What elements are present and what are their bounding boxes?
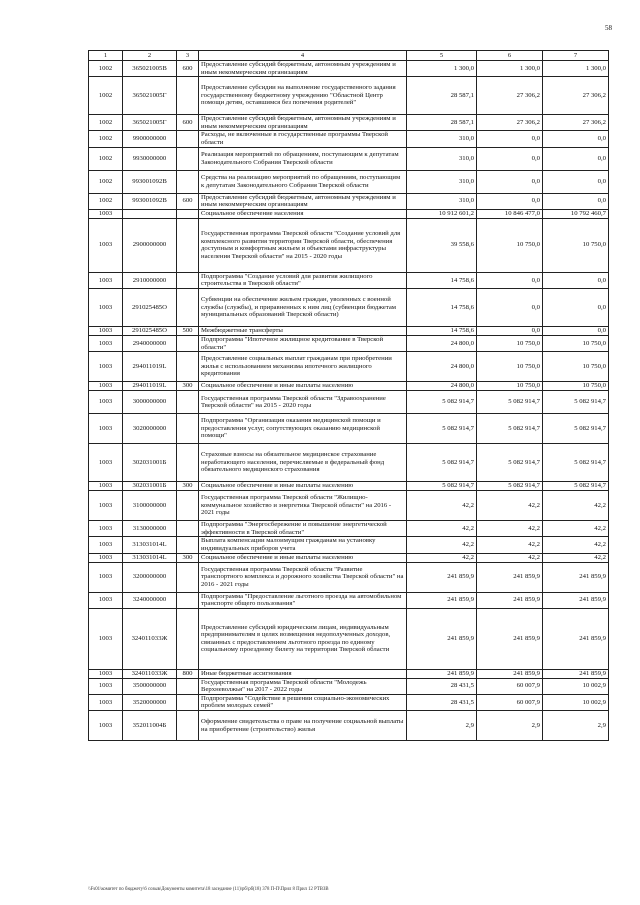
amount-year3-cell: 0,0 — [543, 326, 609, 335]
amount-year1-cell: 241 859,9 — [407, 592, 477, 608]
amount-year2-cell: 241 859,9 — [477, 562, 543, 592]
amount-year3-cell: 0,0 — [543, 272, 609, 288]
amount-year2-cell: 42,2 — [477, 537, 543, 553]
description-cell: Расходы, не включенные в государственные программы Тверской области — [199, 131, 407, 147]
target-article-cell: 365021005Г — [123, 77, 177, 115]
target-article-cell: 302031001Б — [123, 482, 177, 491]
amount-year1-cell: 5 082 914,7 — [407, 391, 477, 414]
amount-year1-cell: 310,0 — [407, 147, 477, 170]
table-row — [89, 537, 609, 553]
amount-year3-cell: 0,0 — [543, 193, 609, 209]
amount-year2-cell: 2,9 — [477, 711, 543, 741]
code-section-cell: 1003 — [89, 352, 123, 382]
code-section-cell: 1003 — [89, 335, 123, 351]
target-article-cell: 9900000000 — [123, 131, 177, 147]
expense-type-cell — [177, 218, 199, 272]
amount-year1-cell: 39 558,6 — [407, 218, 477, 272]
amount-year1-cell: 241 859,9 — [407, 669, 477, 678]
description-cell: Подпрограмма "Ипотечное жилищное кредитование в Тверской области" — [199, 335, 407, 351]
target-article-cell: 302031001Б — [123, 444, 177, 482]
amount-year2-cell: 42,2 — [477, 491, 543, 521]
amount-year3-cell: 241 859,9 — [543, 669, 609, 678]
amount-year1-cell: 28 587,1 — [407, 115, 477, 131]
code-section-cell: 1003 — [89, 209, 123, 218]
table-row — [89, 61, 609, 77]
target-article-cell: 993001092В — [123, 193, 177, 209]
table-row — [89, 391, 609, 414]
amount-year2-cell: 10 750,0 — [477, 335, 543, 351]
expense-type-cell — [177, 147, 199, 170]
amount-year2-cell: 60 007,9 — [477, 678, 543, 694]
amount-year1-cell: 28 431,5 — [407, 694, 477, 710]
target-article-cell: 3200000000 — [123, 562, 177, 592]
expense-type-cell — [177, 711, 199, 741]
amount-year3-cell: 241 859,9 — [543, 562, 609, 592]
amount-year2-cell: 241 859,9 — [477, 592, 543, 608]
amount-year1-cell: 1 300,0 — [407, 61, 477, 77]
target-article-cell: 3000000000 — [123, 391, 177, 414]
expense-type-cell — [177, 170, 199, 193]
amount-year3-cell: 10 002,9 — [543, 694, 609, 710]
amount-year2-cell: 5 082 914,7 — [477, 482, 543, 491]
target-article-cell: 313031014L — [123, 537, 177, 553]
code-section-cell: 1003 — [89, 491, 123, 521]
expense-type-cell — [177, 491, 199, 521]
expense-type-cell — [177, 444, 199, 482]
code-section-cell: 1002 — [89, 61, 123, 77]
expense-type-cell: 300 — [177, 382, 199, 391]
table-row — [89, 444, 609, 482]
target-article-cell: 2940000000 — [123, 335, 177, 351]
expense-type-cell — [177, 131, 199, 147]
expense-type-cell — [177, 209, 199, 218]
expense-type-cell — [177, 537, 199, 553]
amount-year1-cell: 310,0 — [407, 170, 477, 193]
amount-year2-cell: 5 082 914,7 — [477, 414, 543, 444]
amount-year2-cell: 5 082 914,7 — [477, 391, 543, 414]
expense-type-cell — [177, 678, 199, 694]
amount-year2-cell: 42,2 — [477, 521, 543, 537]
target-article-cell: 313031014L — [123, 553, 177, 562]
table-row — [89, 193, 609, 209]
amount-year1-cell: 42,2 — [407, 521, 477, 537]
amount-year3-cell: 10 750,0 — [543, 335, 609, 351]
table-row — [89, 218, 609, 272]
table-row — [89, 170, 609, 193]
amount-year3-cell: 241 859,9 — [543, 592, 609, 608]
code-section-cell: 1002 — [89, 193, 123, 209]
code-section-cell: 1003 — [89, 288, 123, 326]
description-cell: Социальное обеспечение и иные выплаты населению — [199, 482, 407, 491]
amount-year3-cell: 1 300,0 — [543, 61, 609, 77]
file-path-footer: \\Fs01\комитет по бюджету\6 созыв\Документы комитета\18 заседание (11)\рб\рб(18) 378 П-П\Прил 8 Прил 12 РТВЗВ — [88, 887, 329, 892]
expense-type-cell: 600 — [177, 115, 199, 131]
amount-year1-cell: 42,2 — [407, 553, 477, 562]
amount-year1-cell: 42,2 — [407, 537, 477, 553]
amount-year3-cell: 5 082 914,7 — [543, 482, 609, 491]
description-cell: Иные бюджетные ассигнования — [199, 669, 407, 678]
target-article-cell: 3520000000 — [123, 694, 177, 710]
code-section-cell: 1003 — [89, 382, 123, 391]
header-cell: 5 — [407, 51, 477, 61]
amount-year3-cell: 42,2 — [543, 553, 609, 562]
table-row — [89, 562, 609, 592]
table-row — [89, 711, 609, 741]
amount-year1-cell: 24 800,0 — [407, 352, 477, 382]
table-row — [89, 77, 609, 115]
table-row — [89, 209, 609, 218]
amount-year3-cell: 0,0 — [543, 288, 609, 326]
expense-type-cell — [177, 592, 199, 608]
code-section-cell: 1003 — [89, 553, 123, 562]
target-article-cell: 2900000000 — [123, 218, 177, 272]
code-section-cell: 1003 — [89, 482, 123, 491]
code-section-cell: 1003 — [89, 711, 123, 741]
description-cell: Предоставление субсидий бюджетным, автономным учреждениям и иным некоммерческим организациям — [199, 61, 407, 77]
table-row — [89, 115, 609, 131]
target-article-cell: 294011019L — [123, 382, 177, 391]
table-row — [89, 131, 609, 147]
amount-year1-cell: 14 758,6 — [407, 272, 477, 288]
target-article-cell: 365021005Г — [123, 115, 177, 131]
amount-year2-cell: 10 750,0 — [477, 382, 543, 391]
amount-year2-cell: 27 306,2 — [477, 115, 543, 131]
amount-year3-cell: 10 002,9 — [543, 678, 609, 694]
table-row — [89, 678, 609, 694]
expense-type-cell — [177, 694, 199, 710]
target-article-cell: 352011004Б — [123, 711, 177, 741]
description-cell: Подпрограмма "Организация оказания медицинской помощи и предоставления услуг, сопутствующих оказанию медицинской помощи" — [199, 414, 407, 444]
target-article-cell: 2910000000 — [123, 272, 177, 288]
amount-year2-cell: 241 859,9 — [477, 608, 543, 669]
amount-year1-cell: 241 859,9 — [407, 562, 477, 592]
amount-year3-cell: 10 750,0 — [543, 218, 609, 272]
code-section-cell: 1002 — [89, 115, 123, 131]
amount-year1-cell: 10 912 601,2 — [407, 209, 477, 218]
amount-year3-cell: 5 082 914,7 — [543, 391, 609, 414]
amount-year2-cell: 0,0 — [477, 170, 543, 193]
amount-year1-cell: 5 082 914,7 — [407, 444, 477, 482]
amount-year3-cell: 42,2 — [543, 491, 609, 521]
budget-table — [88, 50, 609, 741]
amount-year3-cell: 0,0 — [543, 170, 609, 193]
target-article-cell: 3020000000 — [123, 414, 177, 444]
table-row — [89, 352, 609, 382]
expense-type-cell: 300 — [177, 482, 199, 491]
description-cell: Государственная программа Тверской области "Здравоохранение Тверской области" на 2015 - 2020 годы — [199, 391, 407, 414]
description-cell: Страховые взносы на обязательное медицинское страхование неработающего населения, перечисляемые в федеральный фонд обязательного медицинского страхования — [199, 444, 407, 482]
description-cell: Подпрограмма "Энергосбережение и повышение энергетической эффективности в Тверской области" — [199, 521, 407, 537]
amount-year1-cell: 42,2 — [407, 491, 477, 521]
page-number: 58 — [605, 24, 612, 32]
code-section-cell: 1003 — [89, 391, 123, 414]
header-cell: 4 — [199, 51, 407, 61]
code-section-cell: 1003 — [89, 218, 123, 272]
code-section-cell: 1002 — [89, 131, 123, 147]
table-header-row — [89, 51, 609, 61]
table-row — [89, 326, 609, 335]
description-cell: Социальное обеспечение и иные выплаты населению — [199, 553, 407, 562]
table-row — [89, 382, 609, 391]
amount-year1-cell: 310,0 — [407, 131, 477, 147]
table-row — [89, 147, 609, 170]
amount-year3-cell: 10 750,0 — [543, 352, 609, 382]
amount-year1-cell: 310,0 — [407, 193, 477, 209]
target-article-cell: 3240000000 — [123, 592, 177, 608]
amount-year2-cell: 0,0 — [477, 288, 543, 326]
table-row — [89, 335, 609, 351]
amount-year1-cell: 5 082 914,7 — [407, 414, 477, 444]
expense-type-cell — [177, 521, 199, 537]
table-row — [89, 592, 609, 608]
amount-year1-cell: 14 758,6 — [407, 326, 477, 335]
amount-year2-cell: 27 306,2 — [477, 77, 543, 115]
amount-year3-cell: 5 082 914,7 — [543, 444, 609, 482]
description-cell: Выплата компенсации малоимущим гражданам на установку индивидуальных приборов учета — [199, 537, 407, 553]
expense-type-cell: 600 — [177, 61, 199, 77]
target-article-cell: 3100000000 — [123, 491, 177, 521]
target-article-cell: 294011019L — [123, 352, 177, 382]
table-row — [89, 553, 609, 562]
amount-year2-cell: 10 846 477,0 — [477, 209, 543, 218]
target-article-cell: 9930000000 — [123, 147, 177, 170]
table-row — [89, 414, 609, 444]
code-section-cell: 1003 — [89, 272, 123, 288]
table-row — [89, 521, 609, 537]
amount-year1-cell: 2,9 — [407, 711, 477, 741]
amount-year1-cell: 28 431,5 — [407, 678, 477, 694]
table-row — [89, 482, 609, 491]
amount-year2-cell: 0,0 — [477, 326, 543, 335]
amount-year2-cell: 0,0 — [477, 272, 543, 288]
amount-year2-cell: 10 750,0 — [477, 352, 543, 382]
amount-year3-cell: 0,0 — [543, 131, 609, 147]
amount-year1-cell: 14 758,6 — [407, 288, 477, 326]
description-cell: Средства на реализацию мероприятий по обращениям, поступающим к депутатам Законодательного Собрания Тверской области — [199, 170, 407, 193]
expense-type-cell — [177, 608, 199, 669]
expense-type-cell: 800 — [177, 669, 199, 678]
amount-year2-cell: 5 082 914,7 — [477, 444, 543, 482]
amount-year3-cell: 10 750,0 — [543, 382, 609, 391]
target-article-cell — [123, 209, 177, 218]
expense-type-cell — [177, 391, 199, 414]
amount-year1-cell: 241 859,9 — [407, 608, 477, 669]
table-row — [89, 288, 609, 326]
target-article-cell: 291025485О — [123, 326, 177, 335]
table-row — [89, 694, 609, 710]
amount-year3-cell: 27 306,2 — [543, 77, 609, 115]
description-cell: Социальное обеспечение и иные выплаты населению — [199, 382, 407, 391]
amount-year1-cell: 24 800,0 — [407, 335, 477, 351]
code-section-cell: 1003 — [89, 521, 123, 537]
description-cell: Государственная программа Тверской области "Жилищно-коммунальное хозяйство и энергетика Тверской области" на 2016 - 2021 годы — [199, 491, 407, 521]
amount-year3-cell: 10 792 460,7 — [543, 209, 609, 218]
code-section-cell: 1003 — [89, 694, 123, 710]
target-article-cell: 3500000000 — [123, 678, 177, 694]
description-cell: Подпрограмма "Создание условий для развития жилищного строительства в Тверской области" — [199, 272, 407, 288]
amount-year3-cell: 42,2 — [543, 521, 609, 537]
target-article-cell: 365021005В — [123, 61, 177, 77]
code-section-cell: 1002 — [89, 147, 123, 170]
expense-type-cell — [177, 352, 199, 382]
code-section-cell: 1003 — [89, 592, 123, 608]
expense-type-cell: 600 — [177, 193, 199, 209]
code-section-cell: 1002 — [89, 77, 123, 115]
description-cell: Межбюджетные трансферты — [199, 326, 407, 335]
code-section-cell: 1003 — [89, 444, 123, 482]
expense-type-cell: 300 — [177, 553, 199, 562]
target-article-cell: 993001092В — [123, 170, 177, 193]
amount-year1-cell: 24 800,0 — [407, 382, 477, 391]
header-cell: 2 — [123, 51, 177, 61]
code-section-cell: 1002 — [89, 170, 123, 193]
amount-year2-cell: 1 300,0 — [477, 61, 543, 77]
expense-type-cell — [177, 562, 199, 592]
description-cell: Государственная программа Тверской области "Создание условий для комплексного развития территории Тверской области, обеспечения доступным и комфортным жильем и объектами инфраструктуры населения Тверской области" на 2015 - 2020 годы — [199, 218, 407, 272]
amount-year2-cell: 241 859,9 — [477, 669, 543, 678]
amount-year3-cell: 0,0 — [543, 147, 609, 170]
target-article-cell: 324011033Ж — [123, 608, 177, 669]
description-cell: Государственная программа Тверской области "Молодежь Верхневолжья" на 2017 - 2022 годы — [199, 678, 407, 694]
description-cell: Подпрограмма "Содействие в решении социально-экономических проблем молодых семей" — [199, 694, 407, 710]
expense-type-cell — [177, 272, 199, 288]
header-cell: 7 — [543, 51, 609, 61]
amount-year2-cell: 0,0 — [477, 131, 543, 147]
amount-year2-cell: 60 007,9 — [477, 694, 543, 710]
description-cell: Государственная программа Тверской области "Развитие транспортного комплекса и дорожного хозяйства Тверской области" на 2016 - 2021 годы — [199, 562, 407, 592]
code-section-cell: 1003 — [89, 414, 123, 444]
amount-year3-cell: 2,9 — [543, 711, 609, 741]
amount-year3-cell: 42,2 — [543, 537, 609, 553]
description-cell: Предоставление субсидий бюджетным, автономным учреждениям и иным некоммерческим организациям — [199, 193, 407, 209]
amount-year2-cell: 42,2 — [477, 553, 543, 562]
description-cell: Подпрограмма "Предоставление льготного проезда на автомобильном транспорте общего пользования" — [199, 592, 407, 608]
description-cell: Предоставление социальных выплат гражданам при приобретении жилья с использованием механизма ипотечного жилищного кредитования — [199, 352, 407, 382]
description-cell: Социальное обеспечение населения — [199, 209, 407, 218]
code-section-cell: 1003 — [89, 678, 123, 694]
header-cell: 3 — [177, 51, 199, 61]
target-article-cell: 291025485О — [123, 288, 177, 326]
code-section-cell: 1003 — [89, 326, 123, 335]
expense-type-cell: 500 — [177, 326, 199, 335]
expense-type-cell — [177, 335, 199, 351]
amount-year3-cell: 27 306,2 — [543, 115, 609, 131]
header-cell: 6 — [477, 51, 543, 61]
code-section-cell: 1003 — [89, 669, 123, 678]
table-row — [89, 608, 609, 669]
table-row — [89, 669, 609, 678]
description-cell: Реализация мероприятий по обращениям, поступающим к депутатам Законодательного Собрания Тверской области — [199, 147, 407, 170]
code-section-cell: 1003 — [89, 562, 123, 592]
code-section-cell: 1003 — [89, 537, 123, 553]
amount-year2-cell: 0,0 — [477, 193, 543, 209]
expense-type-cell — [177, 77, 199, 115]
target-article-cell: 324011033Ж — [123, 669, 177, 678]
description-cell: Предоставление субсидий юридическим лицам, индивидуальным предпринимателям в целях возмещения недополученных доходов, связанных с предоставлением льготного проезда по единому социальному проездному билету на территории Тверской области — [199, 608, 407, 669]
description-cell: Предоставление субсидии на выполнение государственного задания государственному бюджетному учреждению "Областной Центр помощи детям, оставшимся без попечения родителей" — [199, 77, 407, 115]
amount-year2-cell: 10 750,0 — [477, 218, 543, 272]
expense-type-cell — [177, 288, 199, 326]
table-row — [89, 272, 609, 288]
amount-year1-cell: 5 082 914,7 — [407, 482, 477, 491]
amount-year3-cell: 241 859,9 — [543, 608, 609, 669]
amount-year2-cell: 0,0 — [477, 147, 543, 170]
amount-year1-cell: 28 587,1 — [407, 77, 477, 115]
target-article-cell: 3130000000 — [123, 521, 177, 537]
description-cell: Оформление свидетельства о праве на получение социальной выплаты на приобретение (строительство) жилья — [199, 711, 407, 741]
expense-type-cell — [177, 414, 199, 444]
amount-year3-cell: 5 082 914,7 — [543, 414, 609, 444]
header-cell: 1 — [89, 51, 123, 61]
code-section-cell: 1003 — [89, 608, 123, 669]
description-cell: Предоставление субсидий бюджетным, автономным учреждениям и иным некоммерческим организациям — [199, 115, 407, 131]
description-cell: Субвенции на обеспечение жильем граждан, уволенных с военной службы (службы), и приравненных к ним лиц (субвенции бюджетам муниципальных образований Тверской области) — [199, 288, 407, 326]
table-row — [89, 491, 609, 521]
